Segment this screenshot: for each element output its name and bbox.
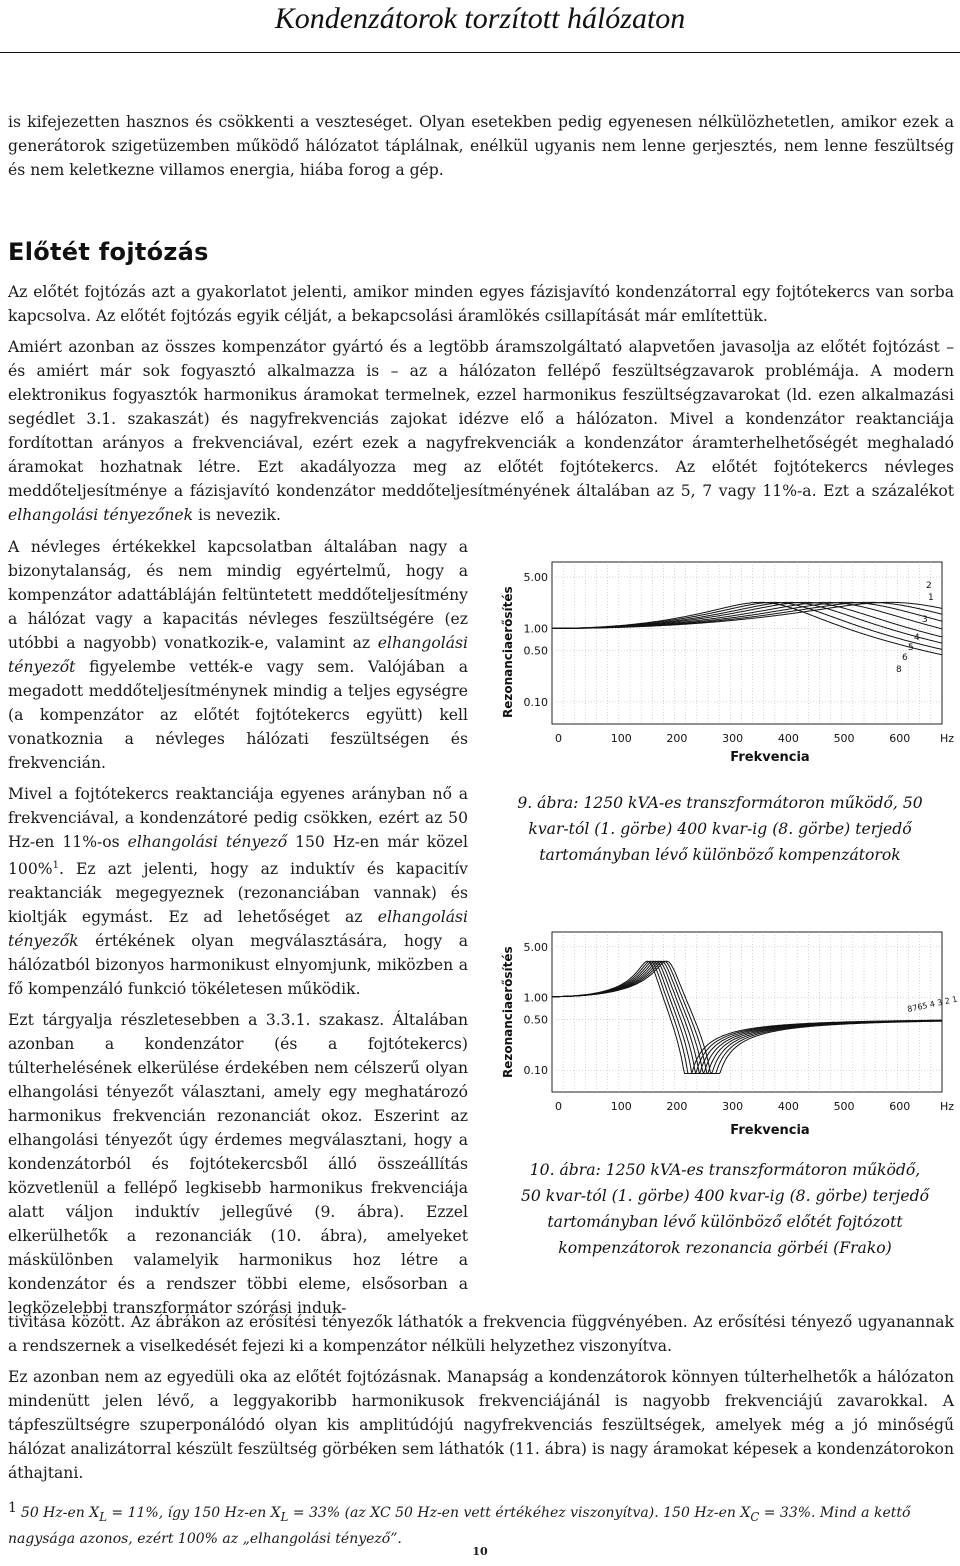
series-5-line bbox=[552, 961, 942, 1073]
x-tick-label: 200 bbox=[666, 732, 688, 745]
fig9-caption-line-3: tartományban lévő különböző kompenzátorok bbox=[539, 846, 901, 864]
footnote bbox=[8, 1497, 954, 1550]
footnote-line-1 bbox=[8, 1497, 954, 1528]
curve-label: 3 bbox=[922, 615, 928, 625]
x-tick-label: 300 bbox=[722, 732, 744, 745]
p4-text-a: Mivel a fojtótekercs reaktanciája egyenes arányban nő a frekvenciával, a kondenzátoré pedig csökken, ezért az 50 Hz-en 11%-os bbox=[8, 785, 468, 851]
running-head: Kondenzátorok torzított hálózaton bbox=[274, 2, 686, 35]
fig9-grid bbox=[552, 562, 942, 724]
fig9-plot-frame bbox=[552, 562, 942, 724]
fig9-ylabel: Rezonanciaerősítés bbox=[501, 586, 515, 718]
p3-emphasis: elhangolási tényezőt bbox=[8, 634, 468, 676]
x-tick-label: 400 bbox=[777, 1100, 799, 1113]
fig9-xlabel: Frekvencia bbox=[730, 750, 810, 765]
section-paragraph-2 bbox=[8, 335, 954, 527]
fig10-caption-line-2: 50 kvar-tól (1. görbe) 400 kvar-ig (8. görbe) terjedő bbox=[521, 1187, 929, 1205]
curve-label: 8 bbox=[896, 665, 902, 675]
y-tick-label: 0.50 bbox=[523, 644, 548, 658]
fig10-caption-line-4: kompenzátorok rezonancia görbéi (Frako) bbox=[558, 1239, 892, 1257]
p2-emphasis: elhangolási tényezőnek bbox=[8, 506, 194, 524]
fig10-yticks bbox=[524, 941, 549, 1077]
p2-text-b: is nevezik. bbox=[193, 506, 281, 524]
x-tick-label: 100 bbox=[610, 732, 632, 745]
curve-label: 5 bbox=[908, 643, 914, 653]
figure-10-chart bbox=[490, 920, 959, 1142]
fig10-curve-labels: 8765 4 3 2 1 bbox=[906, 994, 959, 1014]
p2-text-a: Amiért azonban az összes kompenzátor gyártó és a legtöbb áramszolgáltató alapvetően javasolja az előtét fojtózást – és amiért már sok fogyasztó alkalmazza is – az a hálózaton fellépő feszültségzavarok problémája. A modern elektronikus fogyasztók harmonikus áramokat termelnek, ezzel harmonikus feszültségzavarokat (ld. ezen alkalmazási segédlet 3.1. szakaszát) és nagyfrekvenciás zajokat idézve elő a hálózaton. Mivel a kondenzátor reaktanciája fordítottan arányos a frekvenciával, ezért ezek a nagyfrekvenciák a kondenzátor áramterhelhetőségét meghaladó áramokat hozhatnak létre. Ezt akadályozza meg az előtét fojtótekercs. Az előtét fojtótekercs névleges meddőteljesítménye a fázisjavító kondenzátor meddőteljesítményének általában az 5, 7 vagy 11%-a. Ezt a százalékot bbox=[8, 338, 954, 500]
p4-text-c: . Ez azt jelenti, hogy az induktív és kapacitív reaktanciák megegyeznek (rezonanciában vannak) és kioltják egymást. Ez ad lehetőséget az bbox=[8, 860, 468, 927]
series-8-line bbox=[552, 961, 942, 1073]
intro-paragraph: is kifejezetten hasznos és csökkenti a veszteséget. Olyan esetekben pedig egyenesen nélkülözhetetlen, amikor ezek a generátorok szigetüzemben működő hálózatot táplálnak, enélkül ugyanis nem lenne gerjesztés, nem lenne feszültség és nem keletkezne villamos energia, hiába forog a gép. bbox=[8, 113, 954, 179]
fig9-caption-line-2: kvar-tól (1. görbe) 400 kvar-ig (8. görbe) terjedő bbox=[528, 820, 912, 838]
section-paragraph-1: Az előtét fojtózás azt a gyakorlatot jelenti, amikor minden egyes fázisjavító kondenzátorral egy fojtótekercs van sorba kapcsolva. Az előtét fojtózás egyik célját, a bekapcsolási áramlökés csillapítását már említettük. bbox=[8, 283, 954, 325]
fig10-ylabel: Rezonanciaerősítés bbox=[501, 946, 515, 1078]
x-tick-label: 100 bbox=[610, 1100, 632, 1113]
fig9-yticks bbox=[524, 571, 549, 709]
x-tick-label: 600 bbox=[889, 1100, 911, 1113]
x-tick-label: 0 bbox=[555, 732, 562, 745]
fig10-xlabel: Frekvencia bbox=[730, 1123, 810, 1138]
y-tick-label: 5.00 bbox=[523, 571, 548, 585]
fig10-grid bbox=[552, 932, 942, 1092]
fig10-curves bbox=[552, 961, 942, 1073]
x-tick-label: 400 bbox=[777, 732, 799, 745]
fig9-xticks bbox=[555, 732, 954, 745]
curve-label: 4 bbox=[914, 633, 920, 643]
fig10-xticks bbox=[555, 1100, 954, 1113]
series-2-line bbox=[552, 961, 942, 1073]
x-tick-label: Hz bbox=[940, 1100, 955, 1113]
continuation-block bbox=[8, 1310, 954, 1485]
page-number: 10 bbox=[472, 1545, 488, 1558]
fn-text-c: = 33% (az XC 50 Hz-en vett értékéhez viszonyítva). 150 Hz-en X bbox=[288, 1505, 751, 1521]
footnote-ref: 1 bbox=[52, 860, 59, 871]
x-tick-label: 600 bbox=[889, 732, 911, 745]
y-tick-label: 5.00 bbox=[523, 940, 548, 954]
fig10-plot-frame bbox=[552, 932, 942, 1092]
y-tick-label: 0.10 bbox=[523, 695, 548, 709]
fn-sub-1: L bbox=[99, 1509, 107, 1524]
left-paragraph-1 bbox=[8, 535, 468, 775]
figure-9-chart bbox=[490, 550, 955, 770]
left-paragraph-3: Ezt tárgyalja részletesebben a 3.3.1. szakasz. Általában azonban a kondenzátor (és a fojtótekercs) túlterhelésének elkerülése érdekében nem célszerű olyan elhangolási tényezőt választani, amely egy meghatározó harmonikus frekvencián rezonanciát okoz. Eszerint az elhangolási tényezőt úgy érdemes megválasztani, hogy a kondenzátorból és fojtótekercsből álló összeállítás közvetlenül a fellépő legkisebb harmonikus frekvenciája alatt váljon induktív jellegűvé (9. ábra). Ezzel elkerülhetők a rezonanciák (10. ábra), amelyeket máskülönben valamelyik harmonikus hoz létre a kondenzátor és a rendszer többi eleme, elsősorban a legközelebbi transzformátor szórási induk- bbox=[8, 1011, 468, 1318]
section-heading: Előtét fojtózás bbox=[8, 238, 209, 266]
figure-10-caption bbox=[505, 1157, 945, 1261]
p3-text-b: figyelembe vették-e vagy sem. Valójában a megadott meddőteljesítménynek mindig a teljes egységre (a kompenzátor az előtét fojtótekercs együtt) kell vonatkoznia a névleges hálózati feszültségen és frekvencián. bbox=[8, 658, 468, 772]
x-tick-label: 500 bbox=[833, 732, 855, 745]
fn-text-d: = 33%. Mind a kettő bbox=[759, 1505, 911, 1521]
continuation-paragraph-1: tivitása között. Az ábrákon az erősítési tényezők láthatók a frekvencia függvényében. Az erősítési tényező ugyanannak a rendszernek a viselkedését fejezi ki a kompenzátor nélküli helyzethez viszonyítva. bbox=[8, 1313, 954, 1355]
series-3-line bbox=[552, 602, 942, 628]
curve-label: 1 bbox=[928, 593, 934, 603]
series-1-line bbox=[552, 961, 942, 1073]
fn-sub-2: L bbox=[280, 1509, 289, 1524]
x-tick-label: 300 bbox=[722, 1100, 744, 1113]
p4-text-b: 150 Hz-en már közel 100% bbox=[8, 833, 468, 879]
y-tick-label: 0.50 bbox=[523, 1013, 548, 1027]
x-tick-label: 500 bbox=[833, 1100, 855, 1113]
y-tick-label: 0.10 bbox=[523, 1064, 548, 1078]
series-3-line bbox=[552, 961, 942, 1073]
fig10-caption-line-1: 10. ábra: 1250 kVA-es transzformátoron működő, bbox=[529, 1161, 921, 1179]
curve-label: 2 bbox=[926, 581, 932, 591]
left-paragraph-2 bbox=[8, 782, 468, 1001]
series-5-line bbox=[552, 602, 942, 637]
p4-text-d: értékének olyan megválasztására, hogy a hálózatból bizonyos harmonikust elnyomjunk, miközben a fő kompenzáló funkció tökéletesen működik. bbox=[8, 932, 468, 999]
y-tick-label: 1.00 bbox=[523, 991, 548, 1005]
y-tick-label: 1.00 bbox=[523, 622, 548, 636]
series-6-line bbox=[552, 961, 942, 1073]
series-6-line bbox=[552, 602, 942, 643]
footnote-line-2: nagysága azonos, ezért 100% az „elhangolási tényező”. bbox=[8, 1530, 402, 1547]
fig10-caption-line-3: tartományban lévő különböző előtét fojtózott bbox=[547, 1213, 903, 1231]
x-tick-label: 0 bbox=[555, 1100, 562, 1113]
fig9-caption-line-1: 9. ábra: 1250 kVA-es transzformátoron működő, 50 bbox=[517, 794, 923, 812]
header-rule bbox=[0, 52, 960, 53]
series-4-line bbox=[552, 961, 942, 1073]
figure-9-caption bbox=[500, 790, 940, 868]
section-body bbox=[8, 280, 954, 527]
x-tick-label: 200 bbox=[666, 1100, 688, 1113]
continuation-paragraph-2: Ez azonban nem az egyedüli oka az előtét fojtózásnak. Manapság a kondenzátorok könnyen túlterhelhetők a hálózaton mindenütt jelen lévő, a leggyakoribb harmonikusok frekvenciájánál is nagyobb frekvenciájú zavarokkal. A tápfeszültségre szuperponálódó olyan kis amplitúdójú nagyfrekvenciás feszültségek, amelyek még a jó minőségű hálózat analizátorral készült feszültség görbéken sem láthatók (11. ábra) is nagy áramokat képesek a kondenzátorokon áthajtani. bbox=[8, 1368, 954, 1482]
x-tick-label: Hz bbox=[940, 732, 955, 745]
p3-text-a: A névleges értékekkel kapcsolatban általában nagy a bizonytalanság, és nem mindig egyértelmű, hogy a kompenzátor adattábláján feltüntetett meddőteljesítmény a hálózat vagy a kapacitás névleges feszültségére (ez utóbbi a nagyobb) vonatkozik-e, valamint az bbox=[8, 538, 468, 652]
fn-sub-3: C bbox=[750, 1509, 760, 1524]
footnote-mark: 1 bbox=[8, 1500, 17, 1516]
series-7-line bbox=[552, 961, 942, 1073]
p4-emphasis-2: elhangolási tényezők bbox=[8, 908, 468, 951]
p4-emphasis: elhangolási tényező bbox=[127, 833, 288, 851]
fn-text-b: = 11%, így 150 Hz-en X bbox=[106, 1505, 281, 1521]
intro-block bbox=[8, 110, 954, 182]
fn-text-a: 50 Hz-en X bbox=[20, 1505, 100, 1521]
fig9-curve-labels bbox=[896, 581, 934, 675]
curve-label: 6 bbox=[902, 653, 908, 663]
left-column bbox=[8, 535, 468, 1320]
